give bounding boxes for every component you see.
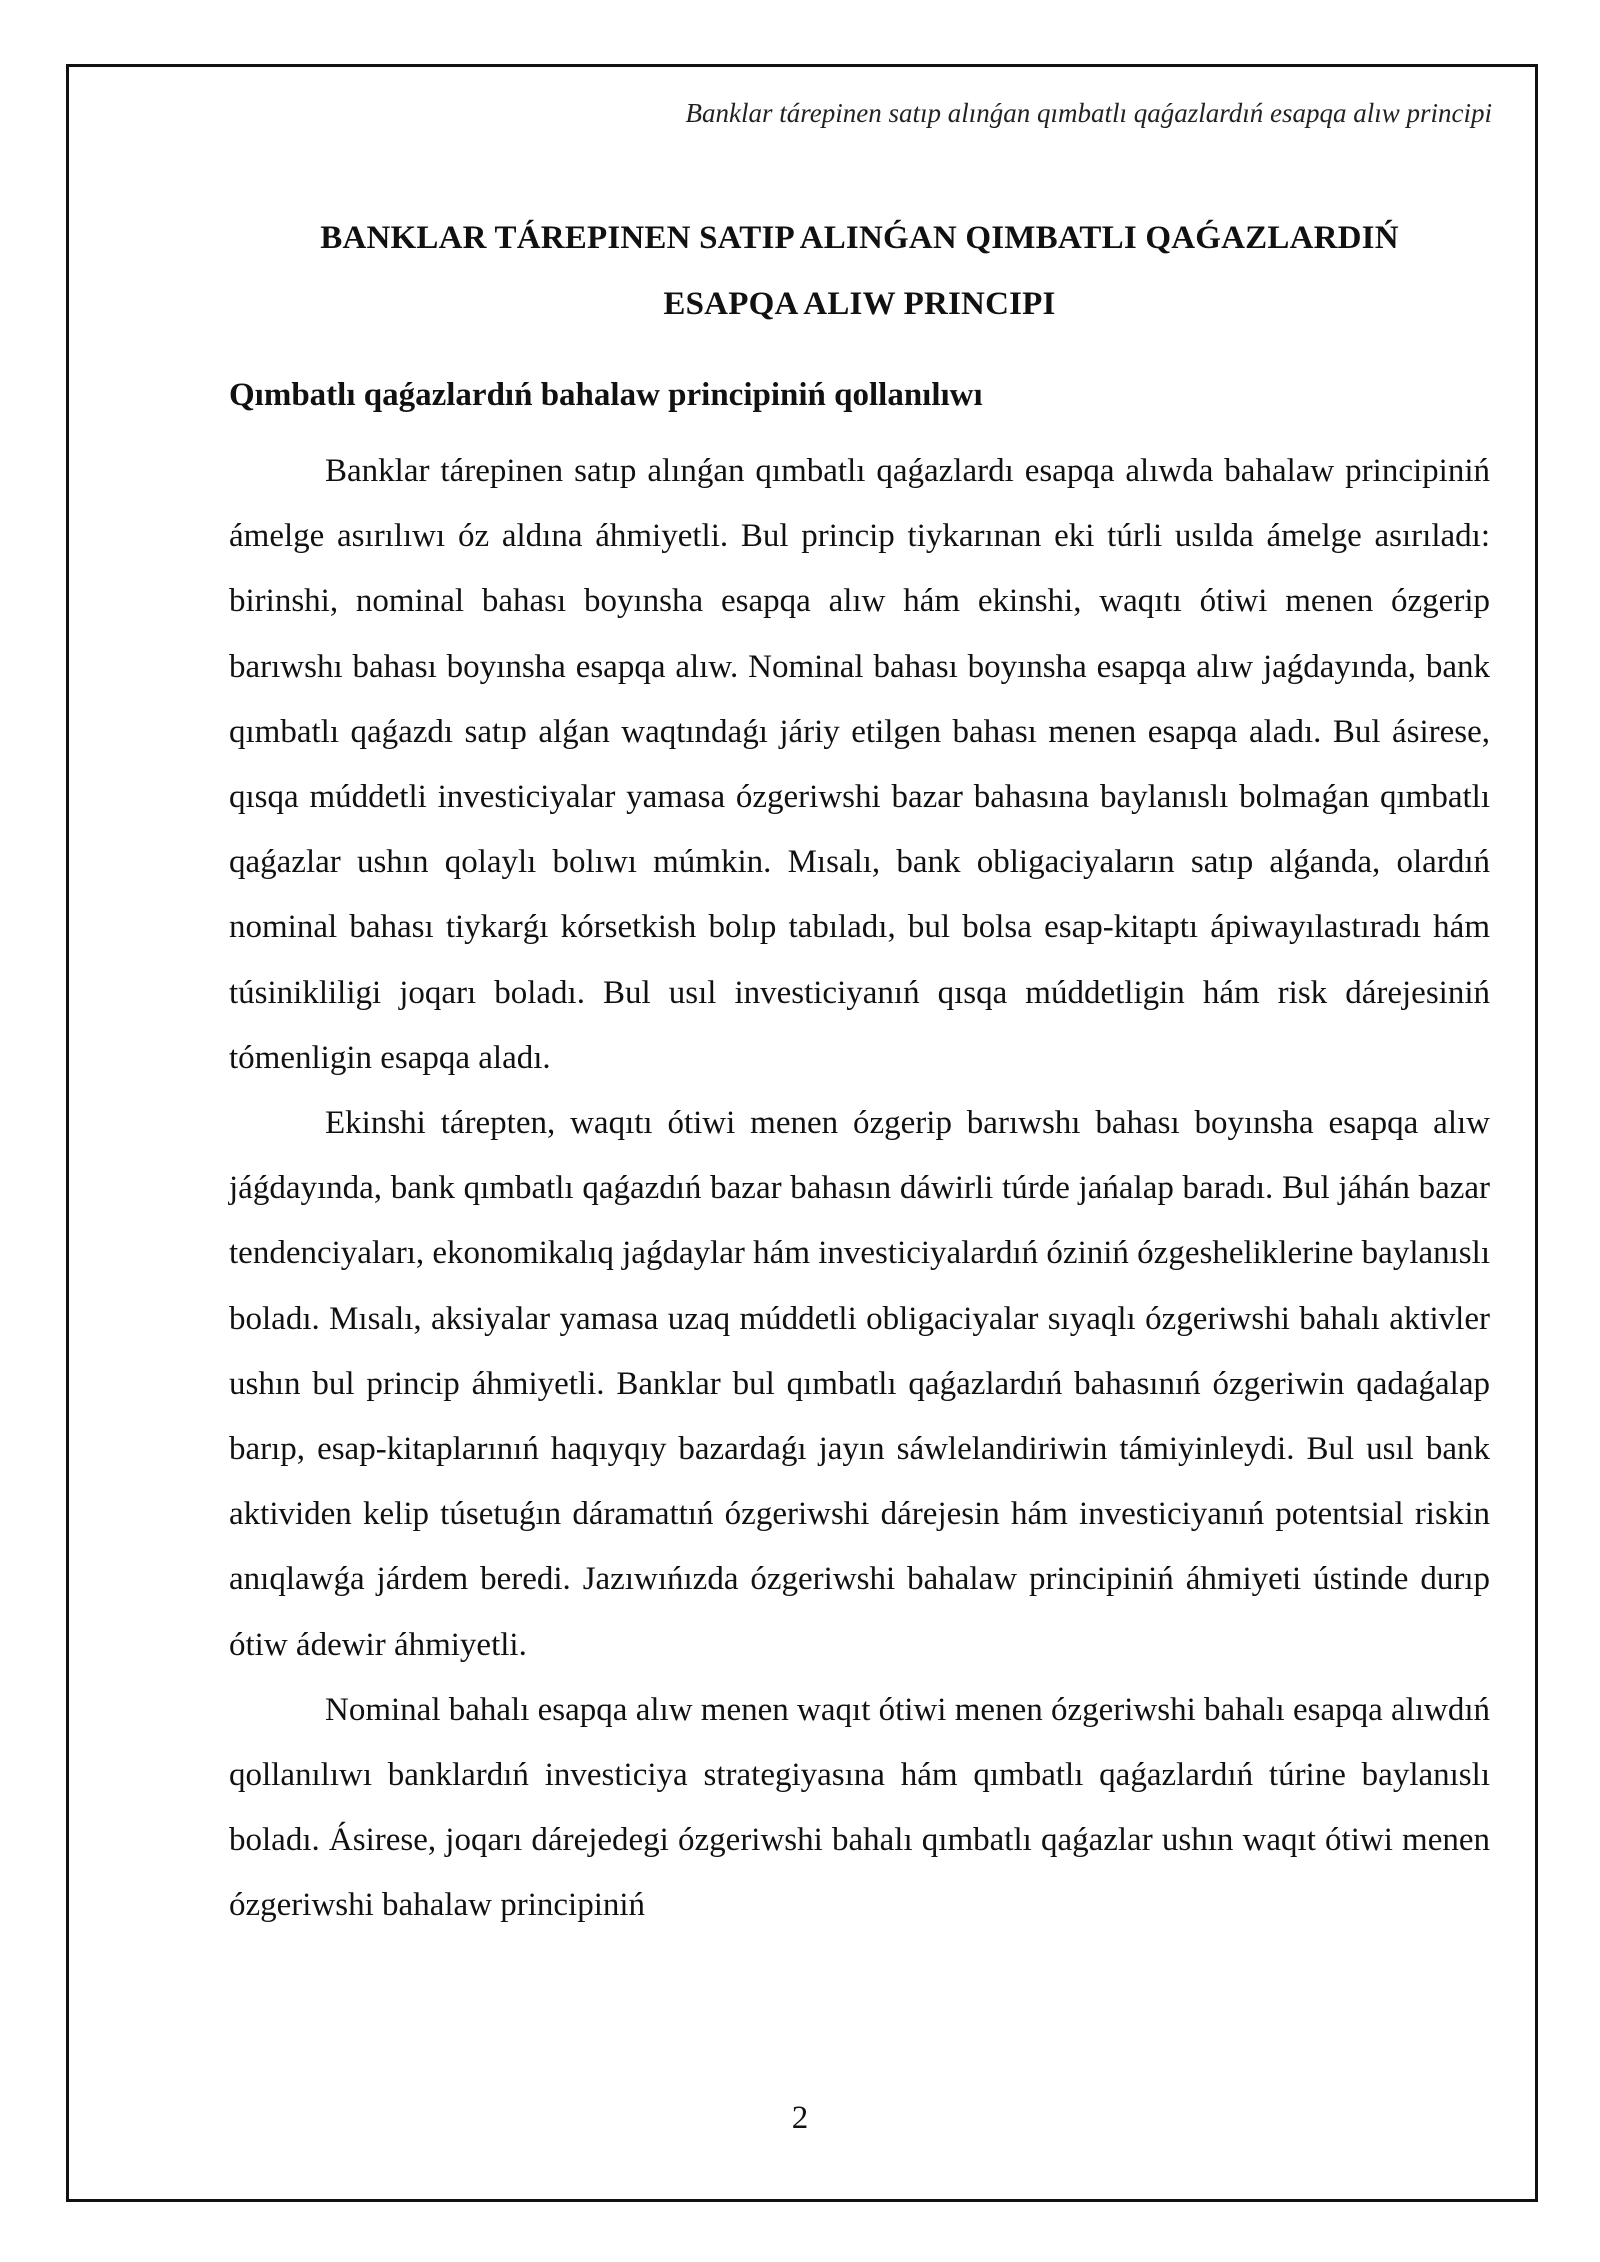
document-title (229, 205, 1490, 337)
page-number: 2 (791, 2100, 809, 2136)
title-line-2: ESAPQA ALIW PRINCIPI (663, 286, 1056, 322)
running-header: Banklar tárepinen satıp alınǵan qımbatlı qaǵazlardıń esapqa alıw principi (685, 98, 1492, 128)
title-line-1: BANKLAR TÁREPINEN SATIP ALINǴAN QIMBATLI QAǴAZLARDIŃ (320, 220, 1399, 256)
paragraph-3: Nominal bahalı esapqa alıw menen waqıt ótiwi menen ózgeriwshi bahalı esapqa alıwdıń qollanılıwı banklardıń investiciya strategiyasına hám qımbatlı qaǵazlardıń túrine baylanıslı boladı. Ásirese, joqarı dárejedegi ózgeriwshi bahalı qımbatlı qaǵazlar ushın waqıt ótiwi menen ózgeriwshi bahalaw principiniń (229, 1691, 1490, 1924)
document-body (229, 205, 1490, 1939)
paragraph-2: Ekinshi tárepten, waqıtı ótiwi menen ózgerip barıwshı bahası boyınsha esapqa alıw jáǵdayında, bank qımbatlı qaǵazdıń bazar bahasın dáwirli túrde jańalap baradı. Bul jáhán bazar tendenciyaları, ekonomikalıq jaǵdaylar hám investiciyalardıń óziniń ózgesheliklerine baylanıslı boladı. Mısalı, aksiyalar yamasa uzaq múddetli obligaciyalar sıyaqlı ózgeriwshi bahalı aktivler ushın bul princip áhmiyetli. Banklar bul qımbatlı qaǵazlardıń bahasınıń ózgeriwin qadaǵalap barıp, esap-kitaplarınıń haqıyqıy bazardaǵı jayın sáwlelandiriwin támiyinleydi. Bul usıl bank aktividen kelip túsetuǵın dáramattıń ózgeriwshi dárejesin hám investiciyanıń potentsial riskin anıqlawǵa járdem beredi. Jazıwıńızda ózgeriwshi bahalaw principiniń áhmiyeti ústinde durıp ótiw ádewir áhmiyetli. (229, 1105, 1490, 1663)
paragraph-1: Banklar tárepinen satıp alınǵan qımbatlı qaǵazlardı esapqa alıwda bahalaw principiniń ámelge asırılıwı óz aldına áhmiyetli. Bul princip tiykarınan eki túrli usılda ámelge asırıladı: birinshi, nominal bahası boyınsha esapqa alıw hám ekinshi, waqıtı ótiwi menen ózgerip barıwshı bahası boyınsha esapqa alıw. Nominal bahası boyınsha esapqa alıw jaǵdayında, bank qımbatlı qaǵazdı satıp alǵan waqtındaǵı járiy etilgen bahası menen esapqa aladı. Bul ásirese, qısqa múddetli investiciyalar yamasa ózgeriwshi bazar bahasına baylanıslı bolmaǵan qımbatlı qaǵazlar ushın qolaylı bolıwı múmkin. Mısalı, bank obligaciyaların satıp alǵanda, olardıń nominal bahası tiykarǵı kórsetkish bolıp tabıladı, bul bolsa esap-kitaptı ápiwayılastıradı hám túsinikliligi joqarı boladı. Bul usıl investiciyanıń qısqa múddetligin hám risk dárejesiniń tómenligin esapqa aladı. (229, 453, 1490, 1076)
section-heading: Qımbatlı qaǵazlardıń bahalaw principiniń qollanılıwı (229, 377, 983, 413)
